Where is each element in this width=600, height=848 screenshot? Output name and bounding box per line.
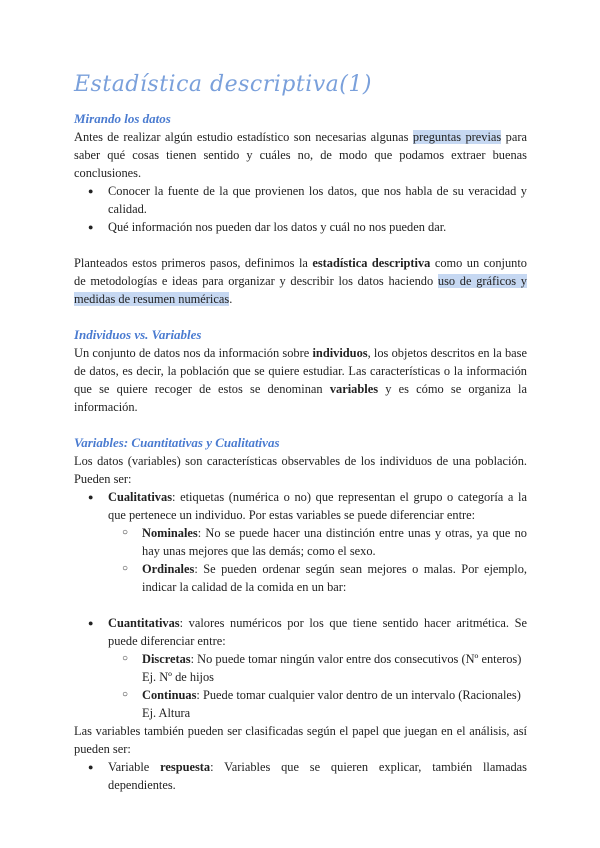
- text-run: y es cómo se organiza la información.: [74, 382, 527, 414]
- list-item-respuesta: [74, 758, 527, 794]
- paragraph-variables: Los datos (variables) son características observables de los individuos de una población. Pueden ser:: [74, 454, 527, 486]
- section-heading-variables: Variables: Cuantitativas y Cualitativas: [74, 435, 280, 450]
- text-run: , los objetos descritos en la base de datos, es decir, la población que se quiere estudiar. Las características o la información que se quiere recoger de estos se denominan: [74, 346, 528, 396]
- paragraph-individuos: [74, 344, 527, 416]
- text-run: como un conjunto de metodologías e ideas para organizar y describir los datos haciendo: [74, 256, 528, 288]
- bold-term: Ordinales: [142, 562, 195, 576]
- bullet-list-cuantitativas: [74, 614, 527, 722]
- bullet-list-roles: [74, 758, 527, 794]
- sub-list-cualitativas: [108, 524, 527, 596]
- list-item-ordinales: [108, 560, 527, 596]
- text-run: : Puede tomar cualquier valor dentro de un intervalo (Racionales): [196, 688, 521, 702]
- highlight-graficos: uso de gráficos y medidas de resumen numéricas: [74, 274, 528, 306]
- text-run: : No se puede hacer una distinción entre unas y otras, ya que no hay unas mejores que las demás; como el sexo.: [142, 526, 527, 558]
- text-run: para saber qué cosas tienen sentido y cuáles no, de modo que podamos extraer buenas conclusiones.: [74, 130, 527, 180]
- bold-term: Continuas: [142, 688, 197, 702]
- list-item-discretas: [108, 650, 527, 686]
- sub-list-cuantitativas: [108, 650, 527, 722]
- bullet-list-tipos: [74, 488, 527, 596]
- text-run: : Se pueden ordenar según sean mejores o malas. Por ejemplo, indicar la calidad de la comida en un bar:: [142, 562, 527, 594]
- bold-term: Cualitativas: [108, 490, 173, 504]
- bold-term: respuesta: [160, 760, 211, 774]
- list-item-cualitativas: [74, 488, 527, 596]
- bold-term: variables: [329, 382, 379, 396]
- bold-term: Nominales: [142, 526, 198, 540]
- list-item-cuantitativas: [74, 614, 527, 722]
- text-run: : valores numéricos por los que tiene sentido hacer aritmética. Se puede diferenciar entre:: [108, 616, 527, 648]
- text-run: Variable: [108, 760, 161, 774]
- text-run: Planteados estos primeros pasos, definimos la: [74, 256, 313, 270]
- text-run: : etiquetas (numérica o no) que representan el grupo o categoría a la que pertenece un individuo. Por estas variables se puede diferenciar entre:: [108, 490, 527, 522]
- text-run: Un conjunto de datos nos da información sobre: [74, 346, 313, 360]
- list-item: ● Conocer la fuente de la que provienen los datos, que nos habla de su veracidad y calidad.: [74, 182, 527, 218]
- example-text: Ej. Nº de hijos: [142, 670, 214, 684]
- section-heading-mirando: Mirando los datos: [74, 111, 171, 126]
- list-item: ● Qué información nos pueden dar los datos y cuál no nos pueden dar.: [74, 218, 527, 236]
- list-item-nominales: [108, 524, 527, 560]
- list-item-continuas: [108, 686, 527, 722]
- paragraph-clasificacion: Las variables también pueden ser clasificadas según el papel que juegan en el análisis, así pueden ser:: [74, 724, 527, 756]
- example-text: Ej. Altura: [142, 706, 191, 720]
- paragraph-intro: [74, 128, 527, 182]
- bullet-list-fuente: [74, 182, 527, 236]
- bold-term: estadística descriptiva: [312, 256, 431, 270]
- highlight-preguntas: preguntas previas: [412, 130, 502, 144]
- section-heading-individuos: Individuos vs. Variables: [74, 327, 202, 342]
- text-run: Antes de realizar algún estudio estadístico son necesarias algunas: [74, 130, 413, 144]
- bold-term: Discretas: [142, 652, 191, 666]
- text-run: : No puede tomar ningún valor entre dos consecutivos (Nº enteros): [190, 652, 522, 666]
- bold-term: individuos: [312, 346, 368, 360]
- bold-term: Cuantitativas: [108, 616, 180, 630]
- document-title: Estadística descriptiva(1): [74, 72, 372, 97]
- text-run: .: [229, 292, 233, 306]
- document-body: [74, 110, 527, 794]
- paragraph-definicion: [74, 254, 527, 308]
- text-run: : Variables que se quieren explicar, también llamadas dependientes.: [108, 760, 527, 792]
